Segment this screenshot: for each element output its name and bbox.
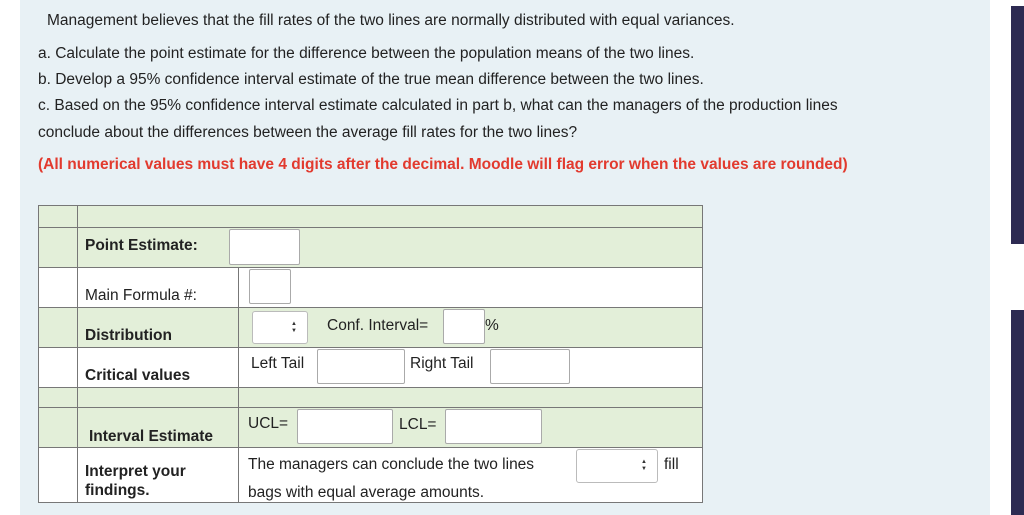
table-row-spacer (39, 388, 702, 408)
left-tail-input[interactable] (317, 349, 405, 384)
main-formula-label: Main Formula #: (85, 287, 197, 304)
lcl-label: LCL= (399, 416, 437, 433)
right-tail-label: Right Tail (410, 355, 474, 372)
table-row-point-estimate (39, 228, 702, 268)
question-intro: Management believes that the fill rates of the two lines are normally distributed with equal variances. (47, 12, 735, 29)
table-row-interpret (39, 448, 702, 502)
table-row-header (39, 206, 702, 228)
right-tail-input[interactable] (490, 349, 570, 384)
up-down-caret-icon: ▲ ▼ (291, 320, 297, 334)
interval-estimate-label: Interval Estimate (89, 428, 214, 445)
table-row-critical-values (39, 348, 702, 388)
table-divider-second (238, 268, 239, 502)
conclusion-text-line2: bags with equal average amounts. (248, 484, 485, 501)
question-part-c-line1: c. Based on the 95% confidence interval estimate calculated in part b, what can the managers of the production lines (38, 97, 838, 114)
right-edge-bar-lower (1011, 310, 1024, 515)
ucl-label: UCL= (248, 415, 289, 432)
percent-sign: % (485, 317, 499, 334)
right-edge-bar (1011, 6, 1024, 244)
conf-interval-input[interactable] (443, 309, 485, 344)
interpret-label-line1: Interpret your (85, 463, 186, 480)
up-down-caret-icon: ▲ ▼ (641, 459, 647, 472)
table-divider-first (77, 206, 78, 502)
conclusion-select[interactable] (576, 449, 658, 483)
conclusion-text-line1: The managers can conclude the two lines (248, 456, 535, 473)
question-part-a: a. Calculate the point estimate for the difference between the population means of the two lines. (38, 45, 695, 62)
interpret-label-line2: findings. (85, 482, 150, 499)
critical-values-label: Critical values (85, 367, 191, 384)
point-estimate-input[interactable] (229, 229, 300, 265)
left-tail-label: Left Tail (251, 355, 305, 372)
answer-table (38, 205, 703, 503)
distribution-select[interactable] (252, 311, 308, 344)
table-row-main-formula (39, 268, 702, 308)
fill-suffix: fill (664, 456, 679, 473)
question-part-b: b. Develop a 95% confidence interval estimate of the true mean difference between the two lines. (38, 71, 704, 88)
distribution-label: Distribution (85, 327, 172, 344)
question-part-c-line2: conclude about the differences between the average fill rates for the two lines? (38, 124, 578, 141)
conf-interval-label: Conf. Interval= (327, 317, 429, 334)
lcl-input[interactable] (445, 409, 542, 444)
table-row-distribution (39, 308, 702, 348)
point-estimate-label: Point Estimate: (85, 237, 198, 254)
table-row-interval-estimate (39, 408, 702, 448)
rounding-warning: (All numerical values must have 4 digits after the decimal. Moodle will flag error when the values are rounded) (38, 156, 848, 173)
main-formula-input[interactable] (249, 269, 291, 304)
ucl-input[interactable] (297, 409, 393, 444)
